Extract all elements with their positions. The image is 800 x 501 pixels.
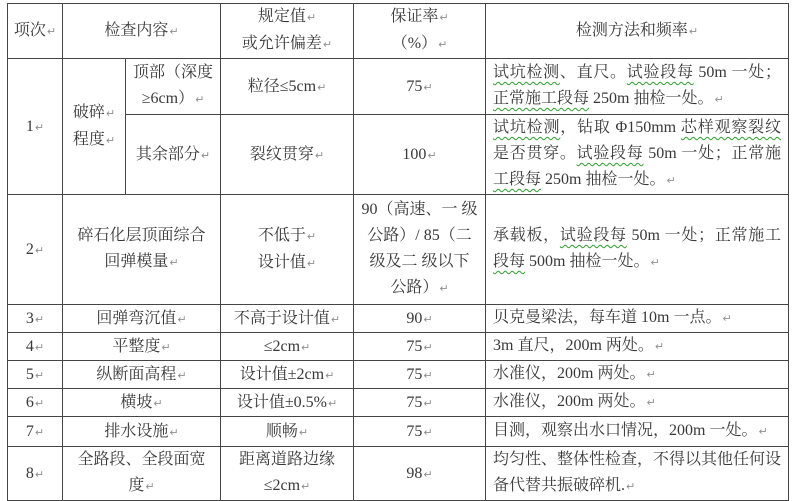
text-segment: 50m 一处；正常施工: [626, 227, 781, 244]
cell-r3-spec: 不高于设计值↵: [221, 305, 354, 333]
text-segment: 3m 直尺，200m 两处。: [493, 337, 654, 354]
cell-r6-method: [486, 389, 789, 417]
paragraph-mark: ↵: [427, 148, 437, 162]
cell-r2-num: 2↵: [8, 195, 63, 305]
header-content: 检查内容↵: [63, 4, 221, 59]
cell-r3-num: 3↵: [8, 305, 63, 333]
header-spec: [221, 4, 354, 59]
text-line: 设计值↵: [257, 253, 317, 271]
cell-r4-rate: 75↵: [354, 333, 486, 361]
paragraph-mark: ↵: [169, 25, 179, 38]
paragraph-mark: ↵: [169, 256, 179, 269]
cell-r5-method: [486, 361, 789, 389]
cell-r8-num: 8↵: [8, 447, 63, 501]
row-8: [8, 447, 789, 501]
paragraph-mark: ↵: [161, 340, 171, 354]
text-segment: 承载板，: [493, 227, 560, 244]
paragraph-mark: ↵: [306, 229, 317, 243]
text-segment: 目测，观察出水口情况，200m 一处。: [493, 422, 758, 439]
header-method: 检测方法和频率↵: [486, 4, 789, 59]
cell-r8-content: [63, 447, 221, 501]
paragraph-mark: ↵: [423, 467, 433, 481]
paragraph-mark: ↵: [322, 38, 333, 51]
text-segment: 50m 一处；: [693, 64, 781, 81]
cell-r4-content: 平整度↵: [63, 333, 221, 361]
text-segment: 是否贯穿。: [493, 145, 577, 162]
paragraph-mark: ↵: [46, 25, 57, 38]
paragraph-mark: ↵: [177, 312, 187, 326]
paragraph-mark: ↵: [423, 368, 433, 382]
cell-r2-rate: [354, 195, 486, 305]
text-segment: 250m 抽检一处。: [589, 90, 714, 107]
paragraph-mark: ↵: [330, 312, 341, 326]
text-segment: 水准仪，200m 两处。: [493, 393, 646, 410]
text-line: 碎石化层顶面综合: [77, 227, 206, 244]
paragraph-mark: ↵: [439, 11, 449, 24]
cell-r5-rate: 75↵: [354, 361, 486, 389]
text-segment: 250m 抽检一处。: [541, 171, 666, 188]
paragraph-mark: ↵: [105, 106, 116, 120]
text-line: 破碎↵: [72, 103, 116, 121]
text-line: 90（高速、一 级: [361, 201, 478, 218]
paragraph-mark: ↵: [646, 396, 656, 409]
cell-r2-content: [63, 195, 221, 305]
cell-r3-content: 回弹弯沉值↵: [63, 305, 221, 333]
text-line: 级及二 级以下: [369, 253, 470, 270]
paragraph-mark: ↵: [105, 133, 116, 147]
cell-r1a-spec: 粒径≤5cm↵: [221, 59, 354, 115]
spellcheck-underlined-text: 试坑检测: [493, 64, 560, 81]
paragraph-mark: ↵: [34, 467, 45, 481]
header-item: 项次↵: [8, 4, 63, 59]
paragraph-mark: ↵: [423, 80, 433, 94]
paragraph-mark: ↵: [317, 80, 327, 94]
cell-r4-method: [486, 333, 789, 361]
paragraph-mark: ↵: [195, 93, 205, 106]
cell-r1a-rate: 75↵: [354, 59, 486, 115]
inspection-table: [7, 3, 789, 501]
paragraph-mark: ↵: [654, 340, 665, 353]
paragraph-mark: ↵: [34, 120, 45, 134]
cell-r2-method: [486, 195, 789, 305]
cell-r1b-method: [486, 115, 789, 195]
spellcheck-underlined-text: 工段每: [493, 171, 542, 188]
text-line: 规定值↵: [257, 8, 317, 25]
paragraph-mark: ↵: [722, 312, 732, 325]
row-1b: [8, 115, 789, 195]
row-2: [8, 195, 789, 305]
text-line: 不低于↵: [257, 226, 317, 244]
text-line: 全路段、全段面宽: [77, 451, 206, 468]
row-5: [8, 361, 789, 389]
cell-r4-num: 4↵: [8, 333, 63, 361]
paragraph-mark: ↵: [306, 256, 317, 270]
paragraph-mark: ↵: [626, 480, 636, 493]
row-1a: [8, 59, 789, 115]
cell-r8-spec: [221, 447, 354, 501]
paragraph-mark: ↵: [423, 340, 433, 354]
text-segment: 贝克曼梁法，每车道 10m 一点。: [493, 309, 722, 326]
spellcheck-underlined-text: 试坑检测: [493, 119, 561, 136]
cell-r2-spec: [221, 195, 354, 305]
cell-r6-content: 横坡↵: [63, 389, 221, 417]
spellcheck-underlined-text: 试验段每: [559, 227, 627, 244]
cell-r6-num: 6↵: [8, 389, 63, 417]
row-6: [8, 389, 789, 417]
cell-r8-method: [486, 447, 789, 501]
paragraph-mark: ↵: [306, 11, 317, 24]
paragraph-mark: ↵: [34, 340, 45, 354]
cell-r1-num: 1↵: [8, 59, 63, 195]
paragraph-mark: ↵: [438, 38, 448, 51]
cell-r5-content: 纵断面高程↵: [63, 361, 221, 389]
paragraph-mark: ↵: [34, 312, 45, 326]
paragraph-mark: ↵: [314, 148, 325, 162]
cell-r8-rate: 98↵: [354, 447, 486, 501]
text-line: 或允许偏差↵: [241, 35, 333, 52]
paragraph-mark: ↵: [714, 93, 724, 106]
paragraph-mark: ↵: [301, 340, 311, 354]
text-line: ≤2cm↵: [263, 477, 311, 494]
paragraph-mark: ↵: [327, 396, 338, 410]
paragraph-mark: ↵: [34, 243, 45, 257]
paragraph-mark: ↵: [153, 396, 163, 410]
cell-r1a-content: [126, 59, 221, 115]
text-line: 距离道路边缘: [238, 451, 335, 468]
row-3: [8, 305, 789, 333]
text-line: 回弹模量↵: [104, 253, 179, 270]
paragraph-mark: ↵: [688, 25, 699, 38]
cell-r3-method: [486, 305, 789, 333]
paragraph-mark: ↵: [145, 480, 155, 493]
cell-r1b-content: 其余部分↵: [126, 115, 221, 195]
spellcheck-underlined-text: 试验段每: [576, 145, 644, 162]
text-line: ≥6cm）↵: [141, 90, 205, 107]
spellcheck-underlined-text: 试验段每: [626, 64, 694, 81]
paragraph-mark: ↵: [650, 256, 660, 269]
paragraph-mark: ↵: [325, 368, 335, 382]
text-segment: ，钻取 Φ150mm: [560, 119, 681, 136]
paragraph-mark: ↵: [177, 368, 187, 382]
paragraph-mark: ↵: [423, 312, 433, 326]
cell-r7-method: [486, 417, 789, 447]
paragraph-mark: ↵: [423, 396, 433, 410]
text-segment: 50m 一处；正常施: [643, 145, 781, 162]
cell-r6-rate: 75↵: [354, 389, 486, 417]
paragraph-mark: ↵: [666, 174, 676, 187]
text-segment: 500m 抽检一处。: [525, 253, 650, 270]
cell-r6-spec: 设计值±0.5%↵: [221, 389, 354, 417]
paragraph-mark: ↵: [169, 425, 179, 439]
text-line: 程度↵: [72, 130, 116, 148]
row-4: [8, 333, 789, 361]
cell-r4-spec: ≤2cm↵: [221, 333, 354, 361]
text-line: 公路）↵: [390, 279, 449, 296]
text-segment: 、直尺。: [559, 64, 627, 81]
cell-r1b-spec: 裂纹贯穿↵: [221, 115, 354, 195]
paragraph-mark: ↵: [758, 425, 768, 438]
header-row: [8, 4, 789, 59]
row-7: [8, 417, 789, 447]
text-line: 顶部（深度: [132, 64, 213, 81]
spellcheck-underlined-text: 段每: [493, 253, 526, 270]
paragraph-mark: ↵: [34, 425, 45, 439]
spellcheck-underlined-text: 芯样观察裂纹: [680, 119, 781, 136]
cell-r5-num: 5↵: [8, 361, 63, 389]
paragraph-mark: ↵: [423, 425, 433, 439]
paragraph-mark: ↵: [298, 425, 309, 439]
paragraph-mark: ↵: [646, 368, 656, 381]
text-line: 公路）/ 85（二: [367, 227, 472, 244]
spellcheck-underlined-text: 正常施工段每: [493, 90, 590, 107]
cell-r3-rate: 90↵: [354, 305, 486, 333]
cell-r1b-rate: 100↵: [354, 115, 486, 195]
cell-r7-rate: 75↵: [354, 417, 486, 447]
cell-r7-num: 7↵: [8, 417, 63, 447]
paragraph-mark: ↵: [200, 148, 211, 162]
paragraph-mark: ↵: [439, 282, 449, 295]
cell-r1-group: [63, 59, 126, 195]
text-line: 度↵: [128, 477, 155, 494]
paragraph-mark: ↵: [34, 396, 45, 410]
cell-r7-content: 排水设施↵: [63, 417, 221, 447]
text-segment: 均匀性、整体性检查，不得以其他任何设备代替共振破碎机.: [493, 451, 782, 494]
text-line: 保证率↵: [390, 8, 449, 25]
text-segment: 水准仪，200m 两处。: [493, 365, 646, 382]
header-rate: [354, 4, 486, 59]
cell-r5-spec: 设计值±2cm↵: [221, 361, 354, 389]
paragraph-mark: ↵: [34, 368, 45, 382]
paragraph-mark: ↵: [301, 480, 311, 493]
cell-r1a-method: [486, 59, 789, 115]
text-line: （%）↵: [391, 35, 448, 52]
cell-r7-spec: 顺畅↵: [221, 417, 354, 447]
